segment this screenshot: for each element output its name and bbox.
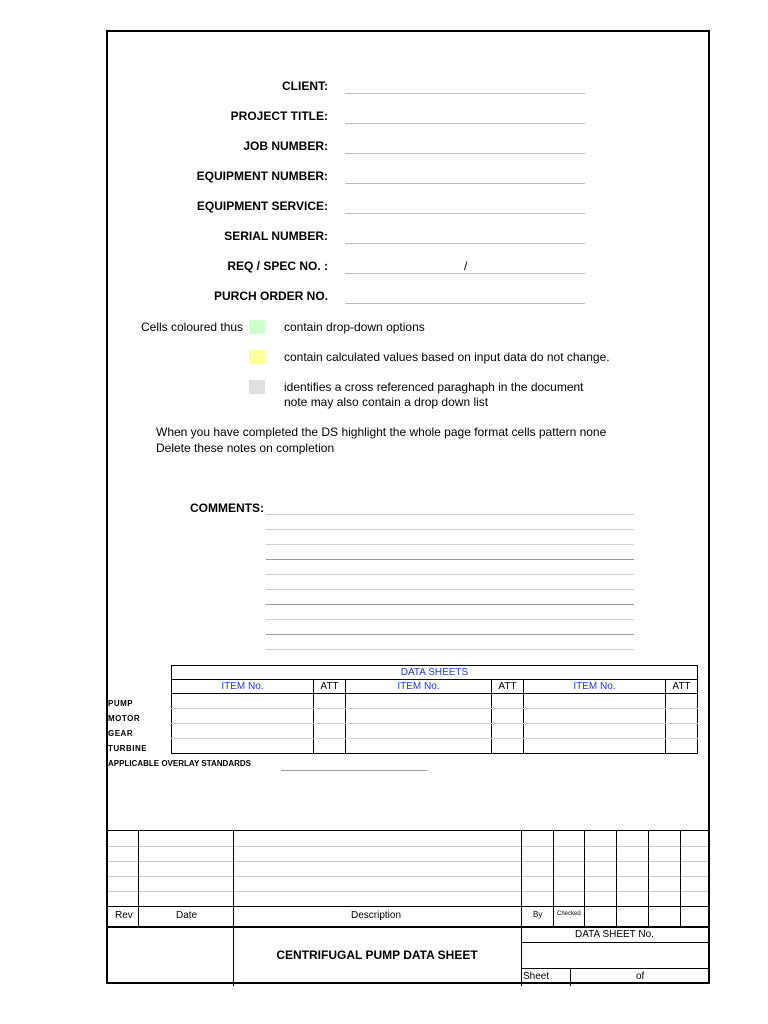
rev-header: Rev — [115, 910, 133, 921]
item-cell[interactable] — [524, 724, 666, 739]
rev-grid-line — [108, 876, 708, 877]
job-number-field[interactable] — [345, 153, 585, 154]
att-cell[interactable] — [666, 739, 698, 754]
att-header: ATT — [314, 680, 346, 694]
sheet-divider — [570, 968, 571, 986]
row-label-gear: GEAR — [108, 729, 134, 738]
item-cell[interactable] — [346, 739, 492, 754]
equipment-service-field[interactable] — [345, 213, 585, 214]
legend-grey-text-1: identifies a cross referenced paraghaph in the document — [284, 380, 584, 394]
rev-top-border — [108, 830, 708, 831]
att-cell[interactable] — [666, 709, 698, 724]
att-cell[interactable] — [492, 709, 524, 724]
att-cell[interactable] — [314, 724, 346, 739]
sheet-label: Sheet — [523, 971, 550, 982]
data-sheet-no-label: DATA SHEET No. — [575, 929, 654, 940]
legend-yellow-text: contain calculated values based on input data do not change. — [284, 350, 610, 364]
data-sheet-page — [106, 30, 710, 984]
item-cell[interactable] — [524, 739, 666, 754]
client-field[interactable] — [345, 93, 585, 94]
client-label: CLIENT: — [282, 79, 328, 93]
row-label-motor: MOTOR — [108, 714, 141, 723]
job-number-label: JOB NUMBER: — [243, 139, 328, 153]
item-cell[interactable] — [346, 694, 492, 709]
rev-header-top — [108, 906, 708, 907]
equipment-number-field[interactable] — [345, 183, 585, 184]
desc-col-divider — [521, 830, 522, 986]
data-sheets-table — [171, 665, 698, 754]
comment-line[interactable] — [266, 574, 634, 575]
rev-grid-line — [108, 861, 708, 862]
col-divider — [680, 830, 681, 926]
legend-green-text: contain drop-down options — [284, 320, 425, 334]
att-header: ATT — [666, 680, 698, 694]
instruction-line-1: When you have completed the DS highlight the whole page format cells pattern none — [156, 425, 607, 439]
item-cell[interactable] — [172, 709, 314, 724]
overlay-standards-field[interactable] — [281, 770, 427, 771]
purch-order-field[interactable] — [345, 303, 585, 304]
document-title: CENTRIFUGAL PUMP DATA SHEET — [276, 948, 478, 962]
description-header: Description — [351, 910, 402, 921]
comment-line[interactable] — [266, 604, 634, 605]
att-cell[interactable] — [314, 739, 346, 754]
rev-col-divider — [138, 830, 139, 926]
row-label-pump: PUMP — [108, 699, 134, 708]
att-cell[interactable] — [492, 724, 524, 739]
title-block-divider — [521, 968, 708, 969]
overlay-standards-label: APPLICABLE OVERLAY STANDARDS — [108, 759, 251, 768]
comment-line[interactable] — [266, 649, 634, 650]
att-cell[interactable] — [314, 709, 346, 724]
item-cell[interactable] — [524, 709, 666, 724]
item-cell[interactable] — [346, 709, 492, 724]
comment-line[interactable] — [266, 544, 634, 545]
comment-line[interactable] — [266, 619, 634, 620]
checked-header: Checked — [557, 911, 581, 917]
date-col-divider — [233, 830, 234, 986]
project-title-label: PROJECT TITLE: — [230, 109, 328, 123]
att-header: ATT — [492, 680, 524, 694]
date-header: Date — [176, 910, 198, 921]
by-col-divider — [553, 830, 554, 926]
item-no-header: ITEM No. — [172, 680, 314, 694]
att-cell[interactable] — [492, 694, 524, 709]
att-cell[interactable] — [314, 694, 346, 709]
comment-line[interactable] — [266, 559, 634, 560]
item-cell[interactable] — [346, 724, 492, 739]
row-label-turbine: TURBINE — [108, 744, 148, 753]
equipment-number-label: EQUIPMENT NUMBER: — [196, 169, 328, 183]
col-divider — [648, 830, 649, 926]
att-cell[interactable] — [492, 739, 524, 754]
purch-order-label: PURCH ORDER NO. — [213, 289, 328, 303]
legend-intro: Cells coloured thus — [141, 320, 244, 334]
by-header: By — [533, 910, 543, 919]
att-cell[interactable] — [666, 694, 698, 709]
comment-line[interactable] — [266, 514, 634, 515]
comment-line[interactable] — [266, 634, 634, 635]
rev-header-bottom — [108, 926, 708, 928]
item-no-header: ITEM No. — [346, 680, 492, 694]
item-cell[interactable] — [524, 694, 666, 709]
instruction-line-2: Delete these notes on completion — [156, 441, 335, 455]
checked-col-divider — [584, 830, 585, 926]
of-label: of — [636, 971, 645, 982]
data-sheets-title: DATA SHEETS — [172, 666, 698, 680]
item-cell[interactable] — [172, 724, 314, 739]
col-divider — [616, 830, 617, 926]
req-spec-label: REQ / SPEC NO. : — [227, 259, 328, 273]
item-no-header: ITEM No. — [524, 680, 666, 694]
req-spec-field[interactable] — [345, 273, 585, 274]
rev-grid-line — [108, 891, 708, 892]
req-spec-separator: / — [464, 259, 468, 273]
item-cell[interactable] — [172, 739, 314, 754]
comment-line[interactable] — [266, 589, 634, 590]
green-swatch — [249, 320, 265, 334]
title-block-divider — [521, 942, 708, 943]
legend-grey-text-2: note may also contain a drop down list — [284, 395, 489, 409]
comments-label: COMMENTS: — [190, 501, 264, 515]
grey-swatch — [249, 380, 265, 394]
project-title-field[interactable] — [345, 123, 585, 124]
item-cell[interactable] — [172, 694, 314, 709]
yellow-swatch — [249, 350, 265, 364]
equipment-service-label: EQUIPMENT SERVICE: — [196, 199, 328, 213]
comment-line[interactable] — [266, 529, 634, 530]
serial-number-label: SERIAL NUMBER: — [224, 229, 328, 243]
att-cell[interactable] — [666, 724, 698, 739]
serial-number-field[interactable] — [345, 243, 585, 244]
rev-grid-line — [108, 846, 708, 847]
